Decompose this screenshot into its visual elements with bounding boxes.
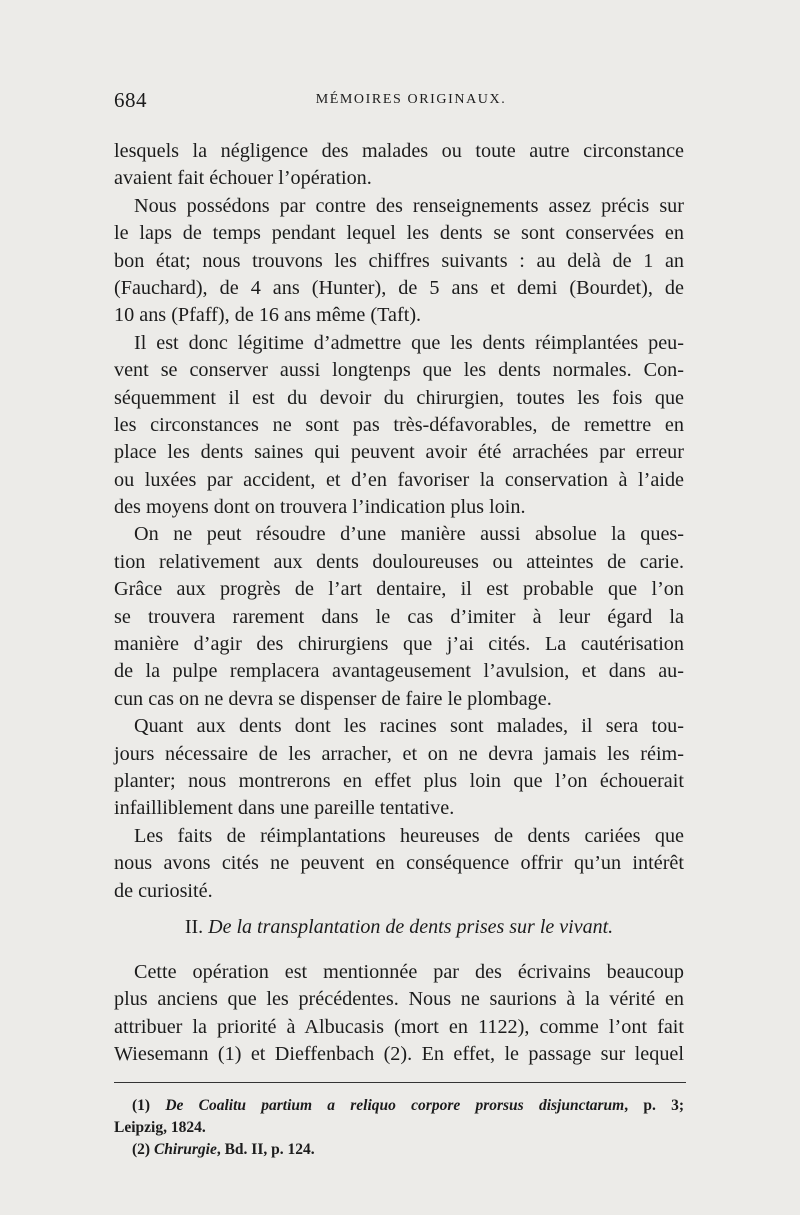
text-line: lesquels la négligence des malades ou toute autre circonstance	[114, 140, 684, 162]
text-line: plus anciens que les précédentes. Nous ne saurions à la vérité en	[114, 988, 684, 1011]
text-line: de la pulpe remplacera avantageusement l’avulsion, et dans au-	[114, 660, 684, 683]
footnote-detail: , Bd. II, p. 124.	[216, 1141, 315, 1158]
text-line: place les dents saines qui peuvent avoir été arrachées par erreur	[114, 441, 684, 464]
text-line: jours nécessaire de les arracher, et on ne devra jamais les réim-	[114, 742, 684, 765]
footnote-title: De Coalitu partium a reliquo corpore prorsus disjunctarum	[165, 1097, 625, 1114]
footnotes	[114, 1095, 684, 1161]
text-line: Il est donc légitime d’admettre que les dents réimplantées peu-	[134, 331, 684, 354]
text-line: ou luxées par accident, et d’en favoriser la conservation à l’aide	[114, 468, 684, 491]
footnote-marker: (1)	[132, 1097, 151, 1114]
body-text	[114, 138, 684, 905]
text-line: le laps de temps pendant lequel les dents se sont conservées en	[114, 222, 684, 245]
text-line: Wiesemann (1) et Dieffenbach (2). En effet, le passage sur lequel	[114, 1043, 684, 1066]
text-line: Nous possédons par contre des renseignements assez précis sur	[134, 194, 684, 217]
footnote-detail: , p. 3;	[624, 1097, 684, 1114]
text-line: attribuer la priorité à Albucasis (mort en 1122), comme l’ont fait	[114, 1015, 684, 1038]
text-line: nous avons cités ne peuvent en conséquence offrir qu’un intérêt	[114, 852, 684, 875]
text-line: des moyens dont on trouvera l’indication plus loin.	[114, 496, 526, 519]
text-line: Quant aux dents dont les racines sont malades, il sera tou-	[134, 715, 684, 738]
footnote-1-continuation: Leipzig, 1824.	[114, 1119, 206, 1136]
page-number: 684	[114, 88, 147, 112]
text-line: de curiosité.	[114, 879, 213, 902]
section-title: De la transplantation de dents prises sur le vivant.	[208, 916, 614, 938]
paragraph	[114, 521, 684, 713]
footnote-1	[114, 1095, 684, 1117]
page-header	[114, 88, 684, 118]
text-line: bon état; nous trouvons les chiffres suivants : au delà de 1 an	[114, 249, 684, 272]
running-title: MÉMOIRES ORIGINAUX.	[315, 92, 507, 107]
text-line: se trouvera rarement dans le cas d’imiter à leur égard la	[114, 605, 684, 628]
paragraph	[114, 713, 684, 823]
text-line: infailliblement dans une pareille tentative.	[114, 797, 455, 820]
footnote-divider	[114, 1082, 686, 1083]
text-line: avaient fait échouer l’opération.	[114, 167, 372, 190]
footnote-title: Chirurgie	[153, 1141, 217, 1158]
text-line: séquemment il est du devoir du chirurgien, toutes les fois que	[114, 386, 684, 409]
text-line: (Fauchard), de 4 ans (Hunter), de 5 ans et demi (Bourdet), de	[114, 276, 684, 299]
text-line: tion relativement aux dents douloureuses ou atteintes de carie.	[114, 550, 684, 573]
text-line: les circonstances ne sont pas très-défavorables, de remettre en	[114, 413, 684, 436]
paragraph	[114, 330, 684, 522]
text-line: vent se conserver aussi longtenps que les dents normales. Con-	[114, 359, 684, 382]
text-line: On ne peut résoudre d’une manière aussi absolue la ques-	[134, 523, 684, 546]
text-line: 10 ans (Pfaff), de 16 ans même (Taft).	[114, 304, 422, 327]
text-line: Les faits de réimplantations heureuses de dents cariées que	[134, 824, 684, 847]
section-body	[114, 959, 684, 1069]
text-line: Cette opération est mentionnée par des écrivains beaucoup	[134, 961, 684, 983]
footnote-marker: (2)	[132, 1141, 151, 1158]
text-line: Grâce aux progrès de l’art dentaire, il est probable que l’on	[114, 578, 684, 601]
section-heading	[114, 914, 684, 941]
paragraph	[114, 193, 684, 330]
paragraph	[114, 823, 684, 905]
text-line: planter; nous montrerons en effet plus loin que l’on échouerait	[114, 769, 684, 792]
footnote-2	[114, 1139, 684, 1161]
section-number: II.	[184, 916, 204, 938]
text-line: manière d’agir des chirurgiens que j’ai cités. La cautérisation	[114, 633, 684, 656]
text-line: cun cas on ne devra se dispenser de faire le plombage.	[114, 687, 552, 710]
paragraph	[114, 138, 684, 193]
